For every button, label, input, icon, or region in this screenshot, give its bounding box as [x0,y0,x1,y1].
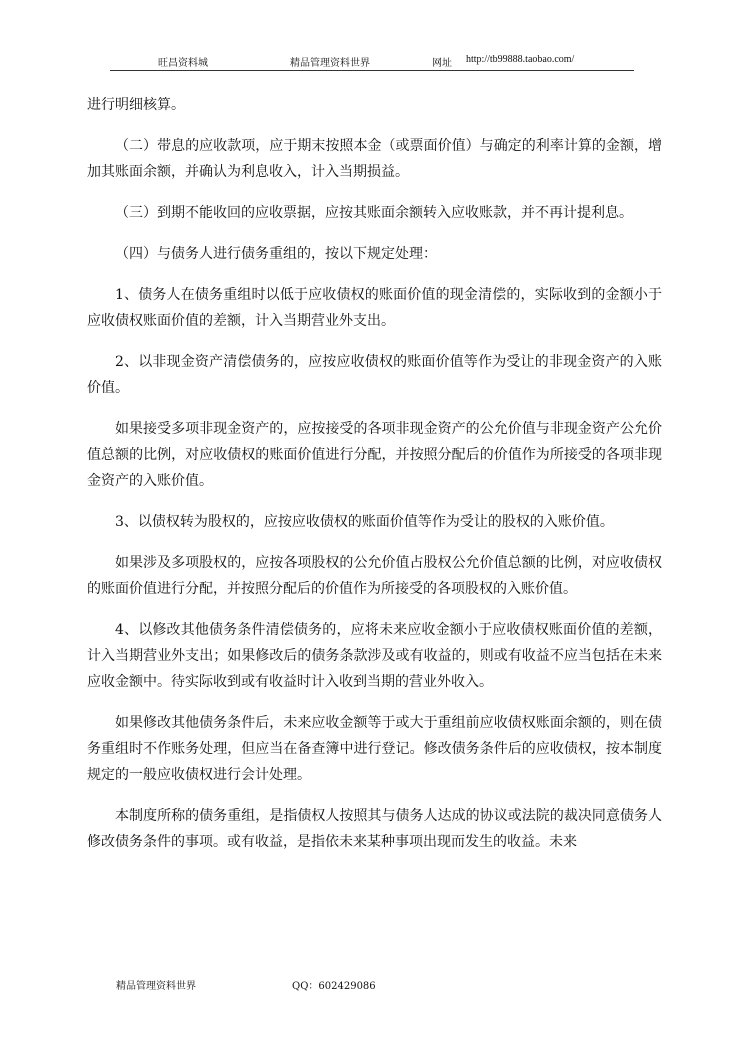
paragraph-definition: 本制度所称的债务重组，是指债权人按照其与债务人达成的协议或法院的裁决同意债务人修改债务条件的事项。或有收益，是指依未来某种事项出现而发生的收益。未来 [87,808,662,850]
page-header [110,52,634,71]
paragraph-continuation: 进行明细核算。 [87,97,185,113]
paragraph-item-2: 2、以非现金资产清偿债务的，应按应收债权的账面价值等作为受让的非现金资产的入账价值。 [87,354,662,396]
paragraph-overdue-notes: （三）到期不能收回的应收票据，应按其账面余额转入应收账款，并不再计提利息。 [115,205,633,221]
paragraph-interest-bearing: （二）带息的应收款项，应于期末按照本金（或票面价值）与确定的利率计算的金额，增加其账面余额，并确认为利息收入，计入当期损益。 [87,138,662,180]
header-url-label: 网址 [432,58,452,69]
footer-site-name: 精品管理资料世界 [116,981,196,992]
header-shop-name: 旺昌资料城 [158,58,208,69]
paragraph-debt-restructuring: （四）与债务人进行债务重组的，按以下规定处理： [115,246,437,262]
paragraph-multiple-equity: 如果涉及多项股权的，应按各项股权的公允价值占股权公允价值总额的比例，对应收债权的账面价值进行分配，并按照分配后的价值作为所接受的各项股权的入账价值。 [87,555,662,597]
paragraph-item-3: 3、以债权转为股权的，应按应收债权的账面价值等作为受让的股权的入账价值。 [115,514,614,530]
header-site-name: 精品管理资料世界 [290,58,370,69]
document-body [87,92,662,870]
footer-qq-contact: QQ：602429086 [292,981,376,992]
paragraph-modified-terms: 如果修改其他债务条件后，未来应收金额等于或大于重组前应收债权账面余额的，则在债务重组时不作账务处理，但应当在备查簿中进行登记。修改债务条件后的应收债权，按本制度规定的一般应收债权进行会计处理。 [87,715,662,783]
header-url-link[interactable]: http://tb99888.taobao.com/ [466,54,575,65]
paragraph-multiple-assets: 如果接受多项非现金资产的，应按接受的各项非现金资产的公允价值与非现金资产公允价值总额的比例，对应收债权的账面价值进行分配，并按照分配后的价值作为所接受的各项非现金资产的入账价值。 [87,421,662,489]
paragraph-item-4: 4、以修改其他债务条件清偿债务的，应将未来应收金额小于应收债权账面价值的差额，计入当期营业外支出；如果修改后的债务条款涉及或有收益的，则或有收益不应当包括在未来应收金额中。待实际收到或有收益时计入收到当期的营业外收入。 [87,622,662,690]
paragraph-item-1: 1、债务人在债务重组时以低于应收债权的账面价值的现金清偿的，实际收到的金额小于应收债权账面价值的差额，计入当期营业外支出。 [87,287,662,329]
